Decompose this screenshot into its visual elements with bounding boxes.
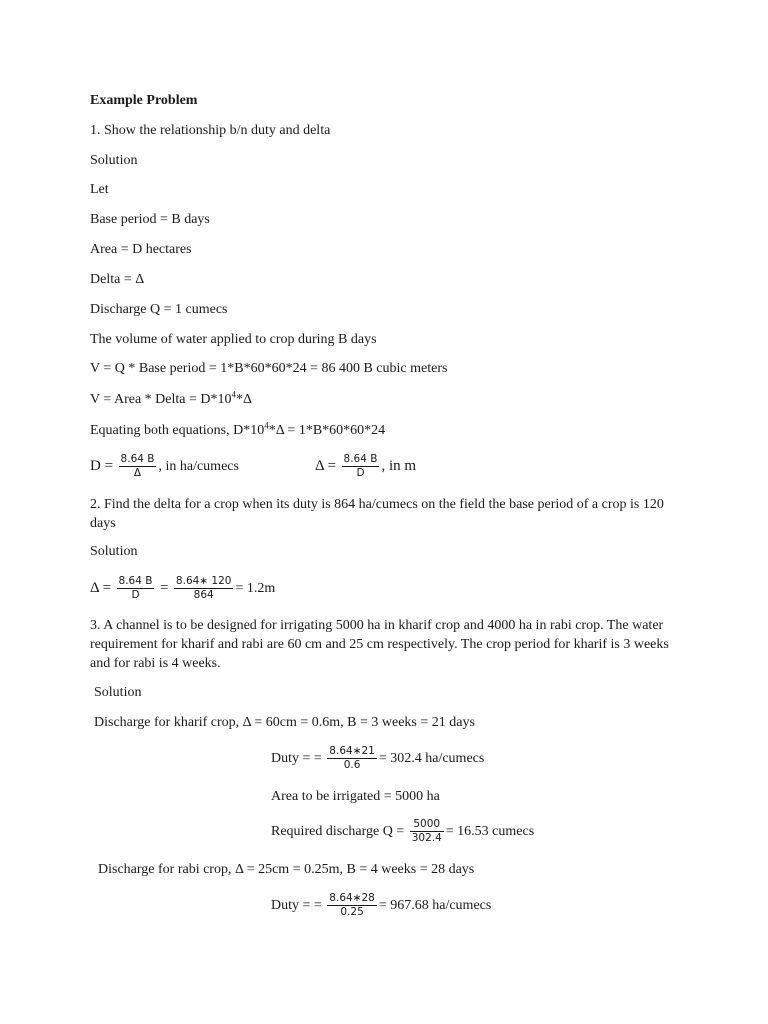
delta-formula-unit: , in m [381,458,417,474]
page-heading: Example Problem [90,93,198,108]
rabi-duty-fraction [327,892,377,919]
problem-2-fraction-2 [174,575,234,602]
rabi-duty-lhs: Duty = = [271,898,322,913]
fraction-numerator: 5000 [410,818,444,832]
fraction-numerator: 8.64∗28 [329,892,375,905]
required-discharge-result: = 16.53 cumecs [445,824,535,839]
kharif-duty-fraction [327,745,377,772]
kharif-area-line: Area to be irrigated = 5000 ha [271,789,440,804]
kharif-discharge-line: Discharge for kharif crop, Δ = 60cm = 0.6m, B = 3 weeks = 21 days [94,715,475,730]
kharif-duty-equation [271,740,484,778]
duty-formula-lhs: D = [90,458,114,474]
equals-sign: = [159,580,169,596]
fraction-denominator: 864 [193,589,214,602]
delta-line: Delta = Δ [90,272,145,287]
required-discharge-fraction [410,818,444,845]
rabi-duty-equation [271,887,491,925]
volume-equation: V = Q * Base period = 1*B*60*60*24 = 86 400 B cubic meters [90,361,448,376]
rabi-duty-result: = 967.68 ha/cumecs [378,898,492,913]
fraction-denominator: 302.4 [411,832,442,845]
problem-3-solution-label: Solution [94,685,142,700]
problem-2-equation [90,570,275,607]
delta-formula [315,449,416,484]
fraction-denominator: 0.25 [340,906,364,919]
base-period-line: Base period = B days [90,212,210,227]
exponent: 4 [231,389,237,400]
volume-area-tail: *Δ [236,392,253,407]
volume-description: The volume of water applied to crop during B days [90,332,377,347]
delta-fraction-denominator: D [356,467,365,480]
rabi-discharge-line: Discharge for rabi crop, Δ = 25cm = 0.25m, B = 4 weeks = 28 days [98,862,475,877]
problem-2-solution-label: Solution [90,544,138,559]
problem-2-question: 2. Find the delta for a crop when its duty is 864 ha/cumecs on the field the base period of a crop is 120 days [90,497,664,531]
duty-formula [90,449,239,484]
fraction-numerator: 8.64∗ 120 [175,575,232,588]
problem-1-solution-label: Solution [90,153,138,168]
duty-fraction-denominator: Δ [133,467,142,480]
exponent: 4 [264,420,269,431]
equating-text: Equating both equations, D*10 [90,423,265,438]
problem-2-result: = 1.2m [235,581,276,596]
equating-tail: *Δ = 1*B*60*60*24 [268,423,386,438]
duty-fraction-numerator: 8.64 B [120,453,155,466]
fraction-numerator: 8.64∗21 [329,745,375,758]
duty-fraction [119,453,157,480]
kharif-duty-result: = 302.4 ha/cumecs [378,751,485,766]
delta-fraction [342,453,380,480]
kharif-duty-lhs: Duty = = [271,751,322,766]
fraction-denominator: 0.6 [343,759,361,772]
duty-formula-unit: , in ha/cumecs [158,459,239,474]
delta-formula-lhs: Δ = [315,458,337,474]
fraction-numerator: 8.64 B [118,575,153,588]
let-label: Let [90,182,109,197]
problem-2-fraction-1 [117,575,155,602]
required-discharge-lhs: Required discharge Q = [271,824,405,839]
equating-equation [90,422,385,440]
discharge-line: Discharge Q = 1 cumecs [90,302,228,317]
problem-3-question: 3. A channel is to be designed for irrigating 5000 ha in kharif crop and 4000 ha in rabi crop. The water requirement for kharif and rabi are 60 cm and 25 cm respectively. The crop period for kharif is 3 weeks and for rabi is 4 weeks. [90,618,669,671]
problem-1-question: 1. Show the relationship b/n duty and delta [90,123,331,138]
delta-fraction-numerator: 8.64 B [343,453,378,466]
volume-area-equation [90,391,252,409]
problem-2-lhs: Δ = [90,580,112,596]
area-line: Area = D hectares [90,242,192,257]
volume-area-text: V = Area * Delta = D*10 [90,392,232,407]
kharif-discharge-equation [271,813,534,851]
fraction-denominator: D [131,589,140,602]
